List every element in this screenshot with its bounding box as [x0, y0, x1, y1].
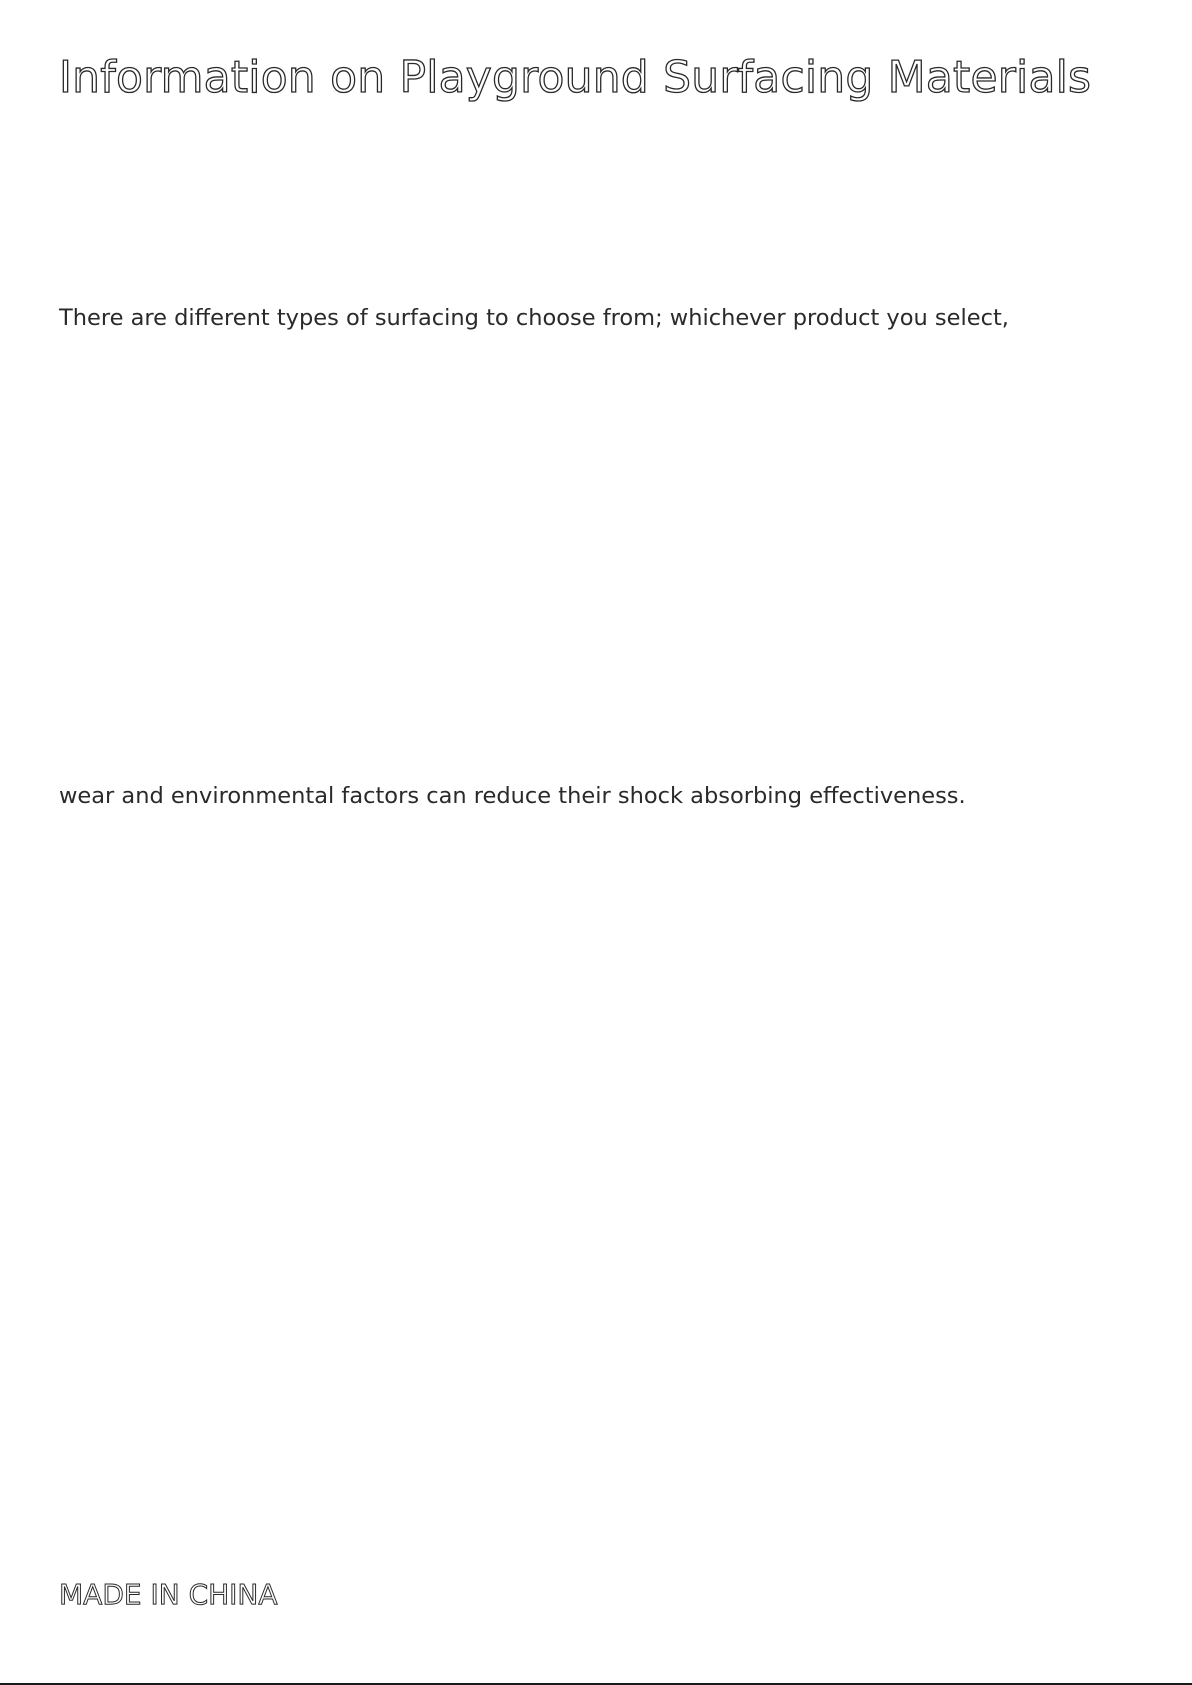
paragraph-line-2: wear and environmental factors can reduce their shock absorbing effectiveness. — [59, 783, 966, 809]
paragraph-line-1: There are different types of surfacing to choose from; whichever product you select, — [59, 305, 1009, 331]
page-title: Information on Playground Surfacing Materials — [59, 52, 1092, 103]
made-in-label: MADE IN CHINA — [59, 1578, 278, 1611]
